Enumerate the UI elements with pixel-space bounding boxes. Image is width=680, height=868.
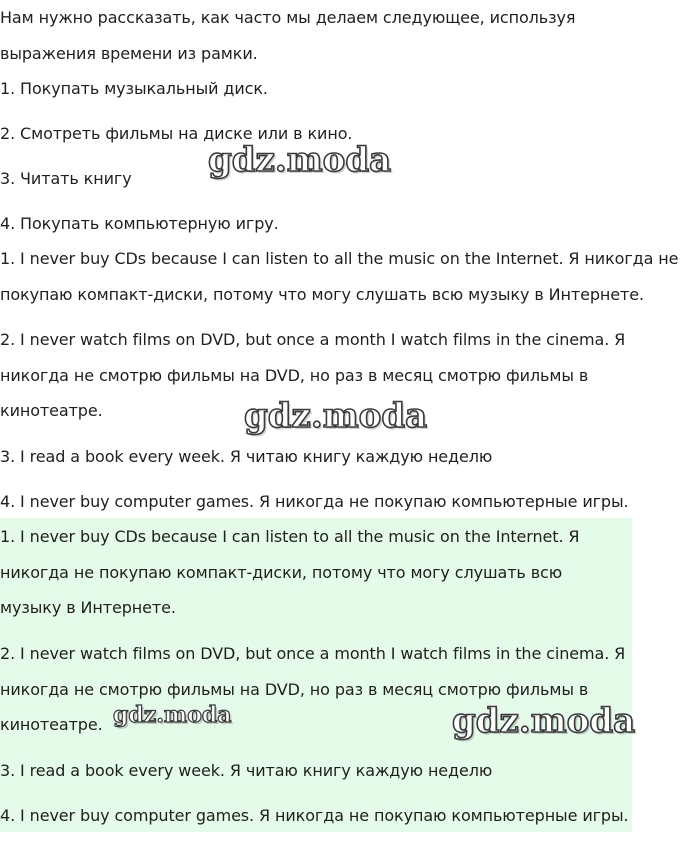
answer-3: 3. I read a book every week. Я читаю книгу каждую неделю (0, 447, 493, 466)
watermark-logo: gdz.moda (208, 140, 392, 180)
task-item-4: 4. Покупать компьютерную игру. (0, 214, 279, 233)
task-item-3: 3. Читать книгу (0, 169, 132, 188)
highlighted-answer-3: 3. I read a book every week. Я читаю книгу каждую неделю (0, 761, 493, 780)
watermark-logo: gdz.moda (244, 396, 428, 436)
highlighted-answer-1-line-3: музыку в Интернете. (0, 598, 176, 617)
highlighted-answer-4: 4. I never buy computer games. Я никогда не покупаю компьютерные игры. (0, 806, 629, 825)
intro-line-1: Нам нужно рассказать, как часто мы делаем следующее, используя (0, 8, 576, 27)
highlighted-answer-2-line-2: никогда не смотрю фильмы на DVD, но раз в месяц смотрю фильмы в (0, 680, 589, 699)
answer-2-line-2: никогда не смотрю фильмы на DVD, но раз в месяц смотрю фильмы в (0, 366, 589, 385)
task-item-1: 1. Покупать музыкальный диск. (0, 79, 268, 98)
answer-2-line-1: 2. I never watch films on DVD, but once a month I watch films in the cinema. Я (0, 330, 626, 349)
answer-2-line-3: кинотеатре. (0, 401, 103, 420)
answer-1-line-1: 1. I never buy CDs because I can listen to all the music on the Internet. Я никогда не (0, 249, 679, 268)
highlighted-answer-2-line-3: кинотеатре. (0, 715, 103, 734)
watermark-logo: gdz.moda (113, 702, 232, 728)
highlighted-answer-1-line-2: никогда не покупаю компакт-диски, потому что могу слушать всю (0, 563, 563, 582)
task-item-2: 2. Смотреть фильмы на диске или в кино. (0, 124, 353, 143)
watermark-logo: gdz.moda (452, 701, 636, 741)
intro-line-2: выражения времени из рамки. (0, 44, 258, 63)
highlighted-answer-2-line-1: 2. I never watch films on DVD, but once a month I watch films in the cinema. Я (0, 644, 626, 663)
answer-4: 4. I never buy computer games. Я никогда не покупаю компьютерные игры. (0, 492, 629, 511)
highlighted-answer-1-line-1: 1. I never buy CDs because I can listen to all the music on the Internet. Я (0, 527, 580, 546)
answer-1-line-2: покупаю компакт-диски, потому что могу слушать всю музыку в Интернете. (0, 285, 644, 304)
